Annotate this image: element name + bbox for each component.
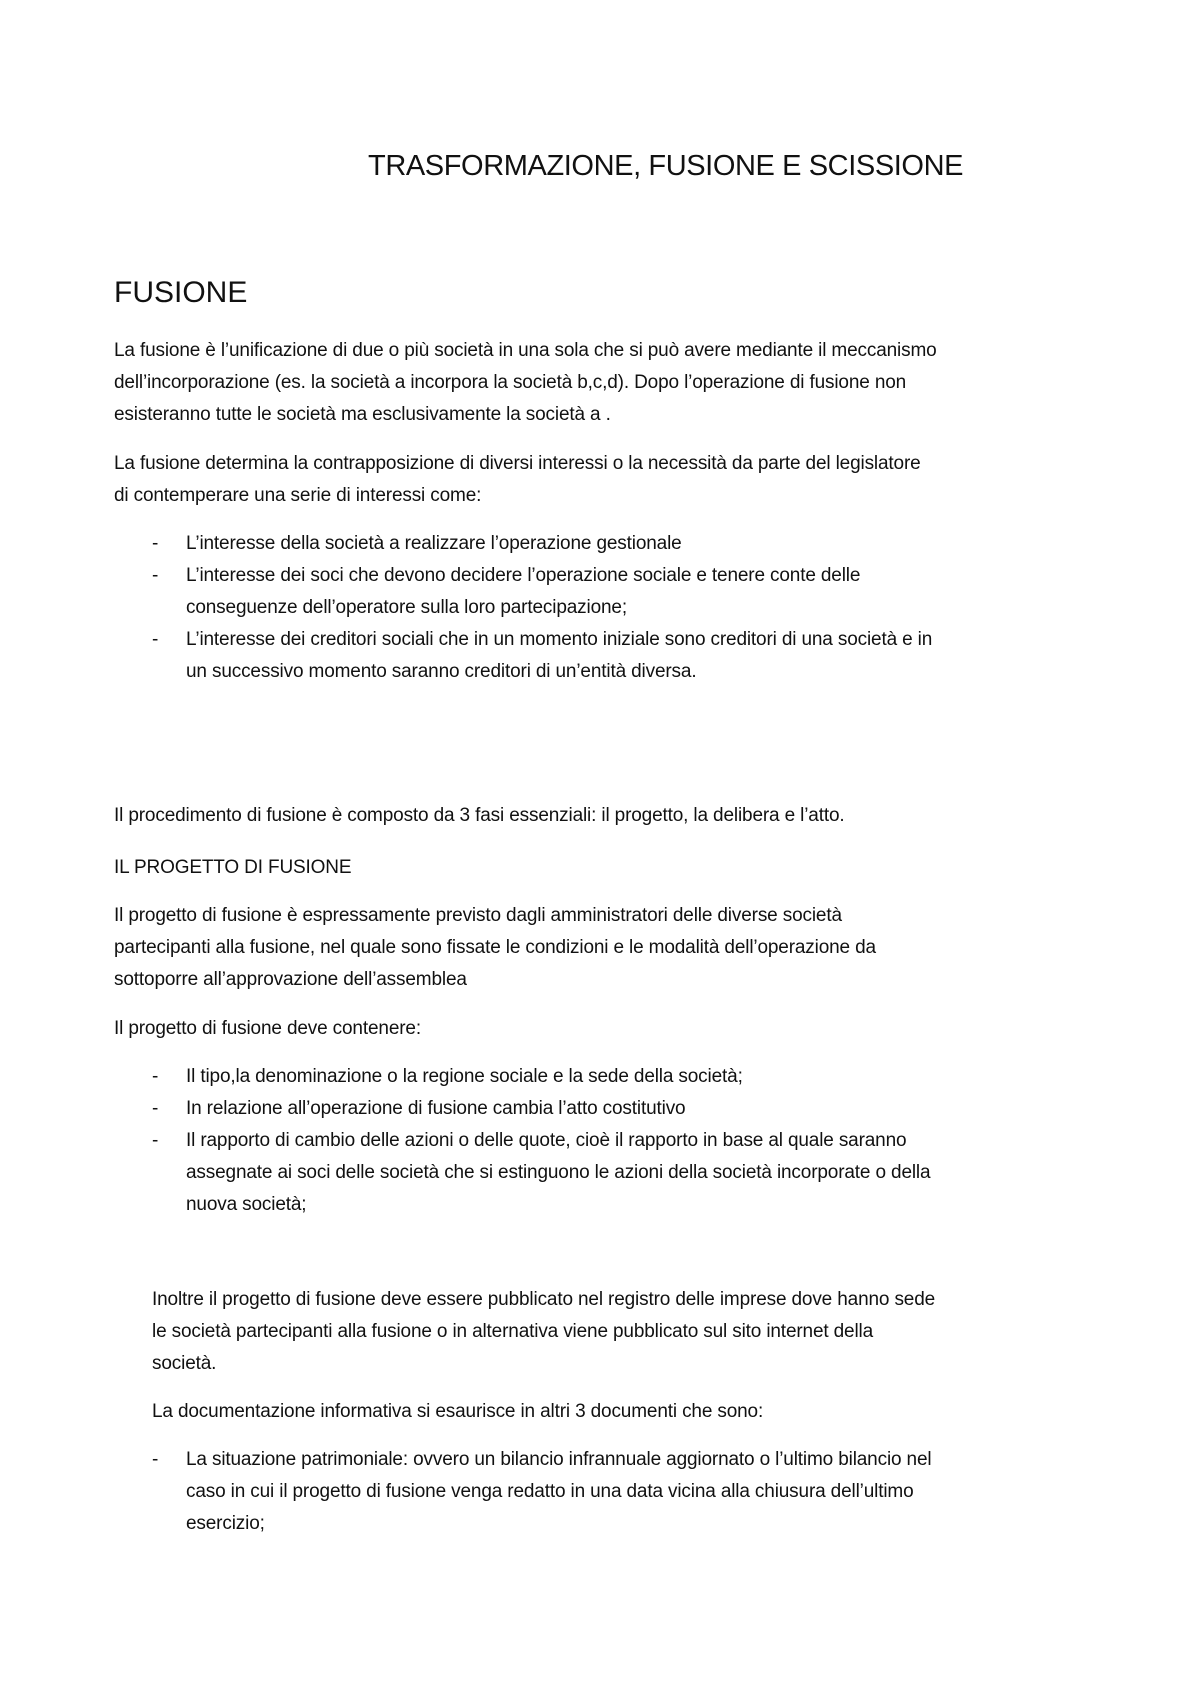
dash-bullet: - xyxy=(152,565,159,586)
dash-bullet: - xyxy=(152,1130,159,1151)
subheading-progetto xyxy=(114,852,351,884)
list-item-line: un successivo momento saranno creditori di un’entità diversa. xyxy=(186,661,697,682)
project-contents-list xyxy=(114,1061,930,1221)
list-item-line: conseguenze dell’operatore sulla loro partecipazione; xyxy=(186,597,627,618)
documentation-intro-line: La documentazione informativa si esaurisce in altri 3 documenti che sono: xyxy=(152,1401,764,1422)
list-item xyxy=(114,1444,931,1540)
subheading-line: IL PROGETTO DI FUSIONE xyxy=(114,857,352,878)
project-paragraph xyxy=(114,900,876,996)
project-contents-list-wrap xyxy=(114,1061,930,1221)
publication-line: le società partecipanti alla fusione o in alternativa viene pubblicato sul sito internet della xyxy=(152,1321,874,1342)
list-item xyxy=(114,528,932,560)
list-item xyxy=(114,624,932,688)
interests-paragraph xyxy=(114,448,921,512)
project-contents-intro xyxy=(114,1013,421,1045)
interests-line: di contemperare una serie di interessi come: xyxy=(114,485,482,506)
document-title: TRASFORMAZIONE, FUSIONE E SCISSIONE xyxy=(368,150,964,182)
dash-bullet: - xyxy=(152,629,159,650)
documentation-list xyxy=(114,1444,931,1540)
list-item-line: esercizio; xyxy=(186,1513,265,1534)
publication-line: Inoltre il progetto di fusione deve essere pubblicato nel registro delle imprese dove hanno sede xyxy=(152,1289,936,1310)
section-heading-fusione: FUSIONE xyxy=(114,276,248,309)
procedure-line: Il procedimento di fusione è composto da 3 fasi essenziali: il progetto, la delibera e l’atto. xyxy=(114,805,845,826)
list-item xyxy=(114,1125,930,1221)
list-item xyxy=(114,1093,930,1125)
list-item-line: L’interesse dei creditori sociali che in un momento iniziale sono creditori di una società e in xyxy=(186,629,933,650)
list-item-line: nuova società; xyxy=(186,1194,307,1215)
list-item-line: Il rapporto di cambio delle azioni o delle quote, cioè il rapporto in base al quale saranno xyxy=(186,1130,907,1151)
dash-bullet: - xyxy=(152,533,159,554)
list-item xyxy=(114,560,932,624)
project-line: Il progetto di fusione è espressamente previsto dagli amministratori delle diverse società xyxy=(114,905,842,926)
procedure-paragraph xyxy=(114,800,845,832)
list-item-line: assegnate ai soci delle società che si estinguono le azioni della società incorporate o della xyxy=(186,1162,931,1183)
project-line: partecipanti alla fusione, nel quale sono fissate le condizioni e le modalità dell’operazione da xyxy=(114,937,876,958)
publication-paragraph xyxy=(152,1284,935,1380)
project-contents-intro-line: Il progetto di fusione deve contenere: xyxy=(114,1018,421,1039)
list-item-line: In relazione all’operazione di fusione cambia l’atto costitutivo xyxy=(186,1098,686,1119)
list-item-line: caso in cui il progetto di fusione venga redatto in una data vicina alla chiusura dell’ultimo xyxy=(186,1481,914,1502)
dash-bullet: - xyxy=(152,1449,159,1470)
intro-line: dell’incorporazione (es. la società a incorpora la società b,c,d). Dopo l’operazione di fusione non xyxy=(114,372,907,393)
documentation-intro xyxy=(152,1396,763,1428)
intro-line: esisteranno tutte le società ma esclusivamente la società a . xyxy=(114,404,611,425)
interests-list xyxy=(114,528,932,688)
list-item-line: L’interesse della società a realizzare l’operazione gestionale xyxy=(186,533,682,554)
documentation-list-wrap xyxy=(114,1444,931,1540)
list-item-line: Il tipo,la denominazione o la regione sociale e la sede della società; xyxy=(186,1066,743,1087)
list-item-line: La situazione patrimoniale: ovvero un bilancio infrannuale aggiornato o l’ultimo bilancio nel xyxy=(186,1449,932,1470)
list-item xyxy=(114,1061,930,1093)
publication-line: società. xyxy=(152,1353,217,1374)
dash-bullet: - xyxy=(152,1066,159,1087)
interests-list-wrap xyxy=(114,528,932,688)
list-item-line: L’interesse dei soci che devono decidere l’operazione sociale e tenere conte delle xyxy=(186,565,861,586)
intro-paragraph xyxy=(114,335,937,431)
dash-bullet: - xyxy=(152,1098,159,1119)
interests-line: La fusione determina la contrapposizione di diversi interessi o la necessità da parte del legislatore xyxy=(114,453,921,474)
intro-line: La fusione è l’unificazione di due o più società in una sola che si può avere mediante il meccanismo xyxy=(114,340,937,361)
project-line: sottoporre all’approvazione dell’assemblea xyxy=(114,969,467,990)
